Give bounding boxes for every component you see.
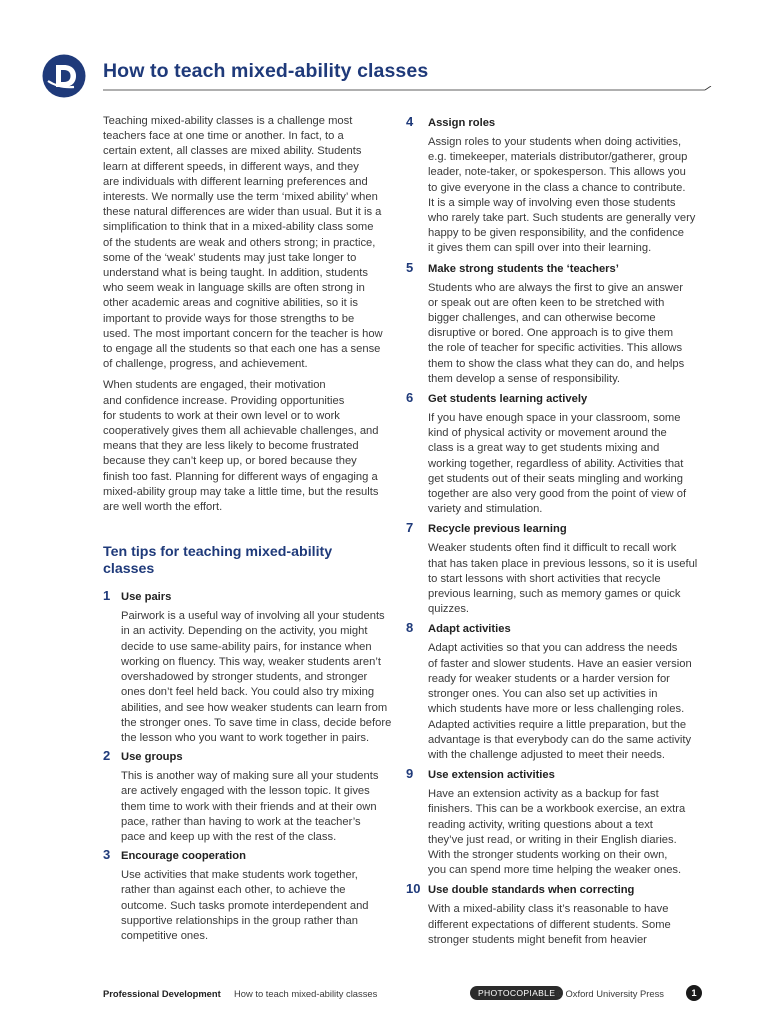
tip-title: Use groups — [121, 751, 183, 764]
footer-copyright: © Oxford University Press — [556, 988, 664, 999]
tip-body: Use activities that make students work together, rather than against each other, to achieve the outcome. Such tasks promote interdependent and supportive relationships in the group rather than competitive ones. — [121, 869, 369, 942]
tip-title: Make strong students the ‘teachers’ — [428, 262, 619, 275]
footer-doc-title: How to teach mixed-ability classes — [234, 988, 378, 999]
tip-body: Students who are always the first to give an answer or speak out are often keen to be stretched with bigger challenges, and can otherwise become disruptive or bored. One approach is to give them the role of teacher for specific activities. This allows them to show the class what they can do, and helps them develop a sense of responsibility. — [428, 281, 685, 385]
tip-number: 8 — [406, 620, 414, 636]
tip-body: Adapt activities so that you can address the needs of faster and slower students. Have an easier version ready for weaker students or a harder version for stronger ones. You can also set up activities in which students have more or less challenging roles. Adapted activities require a little preparation, but the advantage is that everybody can do the same activity with the challenge adjusted to meet their needs. — [428, 642, 692, 761]
tip-number: 9 — [406, 766, 414, 782]
tip-number: 10 — [406, 881, 421, 897]
tip-7 — [406, 520, 708, 617]
page-title: How to teach mixed-ability classes — [103, 60, 429, 82]
tip-body: Weaker students often find it difficult to recall work that has taken place in previous lessons, so it is useful to start lessons with short activities that recycle previous learning, such as memory games or quick quizzes. — [428, 542, 698, 616]
tip-number: 2 — [103, 748, 111, 764]
title-rule — [103, 86, 713, 94]
tip-body: This is another way of making sure all your students are actively engaged with the lesson topic. It gives them time to work with their friends and at their own pace, rather than having to work at the teacher’s pace and keep up with the rest of the class. — [121, 770, 379, 843]
intro-paragraph-1: Teaching mixed-ability classes is a challenge most teachers face at one time or another. In fact, to a certain extent, all classes are mixed ability. Students learn at different speeds, in different ways, and they are individuals with different learning preferences and interests. We normally use the term ‘mixed ability’ when these natural differences are wider than usual. But it is a simplification to think that in a mixed-ability class some of the students are weak and others strong; in practice, some of the ‘weak’ students may just take longer to understand what is being taught. In addition, students who seem weak in language skills are often strong in other academic areas and cognitive abilities, so it is important to provide ways for those strengths to be used. The most important concern for the teacher is how to engage all the students so that each one has a sense of challenge, progress, and achievement. — [103, 115, 383, 371]
tip-number: 6 — [406, 390, 414, 406]
tip-10 — [406, 881, 708, 948]
tip-number: 7 — [406, 520, 414, 536]
intro-paragraph-2: When students are engaged, their motivation and confidence increase. Providing opportunities for students to work at their own level or to work cooperatively gives them all achievable challenges, and means that they are less likely to become frustrated because they can’t keep up, or bored because they finish too fast. Planning for different ways of engaging a mixed-ability group may take a little time, but the results are well worth the effort. — [103, 379, 379, 514]
tip-title: Encourage cooperation — [121, 850, 246, 863]
tip-title: Use extension activities — [428, 769, 555, 782]
tip-title: Assign roles — [428, 117, 496, 129]
tip-body: Pairwork is a useful way of involving all your students in an activity. Depending on the activity, you might decide to use same-ability pairs, for instance when working on fluency. This way, weaker students aren’t overshadowed by stronger students, and stronger ones don’t feel held back. You could also try mixing abilities, and see how weaker students can learn from the stronger ones. To save time in class, decide before the lesson who you want to work together in pairs. — [121, 610, 392, 744]
footer-series: Professional Development — [103, 988, 221, 999]
page-footer — [103, 985, 703, 1001]
tip-2 — [103, 748, 399, 845]
page-number: 1 — [686, 985, 702, 1001]
tip-number: 4 — [406, 114, 414, 129]
tip-body: Have an extension activity as a backup for fast finishers. This can be a workbook exercise, an extra reading activity, writing questions about a text they’ve just read, or writing in their English diaries. With the stronger students working on their own, you can spend more time helping the weaker ones. — [428, 788, 686, 877]
tip-title: Recycle previous learning — [428, 523, 567, 536]
tip-5 — [406, 260, 708, 387]
tip-number: 5 — [406, 259, 414, 275]
tip-body: With a mixed-ability class it’s reasonable to have different expectations of different students. Some stronger students might benefit from heavier — [428, 903, 671, 946]
tip-title: Use pairs — [121, 591, 172, 604]
tip-3 — [103, 847, 399, 944]
tip-body: Assign roles to your students when doing activities, e.g. timekeeper, materials distributor/gatherer, group leader, note-taker, or spokesperson. This allows you to give everyone in the class a chance to contribute. It is a simple way of involving even those students who rarely take part. Such students are generally very happy to be given responsibility, and the confidence it gives them can spill over into their learning. — [428, 136, 696, 255]
publisher-d-logo-icon — [42, 54, 86, 98]
tip-title: Get students learning actively — [428, 393, 588, 406]
photocopiable-badge: PHOTOCOPIABLE — [470, 986, 563, 1000]
tip-9 — [406, 766, 708, 878]
tip-1 — [103, 588, 399, 746]
tip-number: 1 — [103, 588, 111, 604]
tip-title: Use double standards when correcting — [428, 884, 635, 897]
tip-body: If you have enough space in your classroom, some kind of physical activity or movement around the class is a great way to get students mixing and working together, regardless of ability. Activities that get students out of their seats mingling and working together are also very good from the point of view of variety and stimulation. — [428, 412, 687, 516]
tip-6 — [406, 390, 708, 517]
tip-8 — [406, 620, 708, 763]
tip-4 — [406, 114, 708, 257]
right-column — [406, 114, 708, 951]
left-column — [103, 114, 399, 946]
tip-title: Adapt activities — [428, 623, 511, 636]
tips-heading: Ten tips for teaching mixed-ability classes — [103, 544, 333, 578]
tip-number: 3 — [103, 847, 111, 863]
